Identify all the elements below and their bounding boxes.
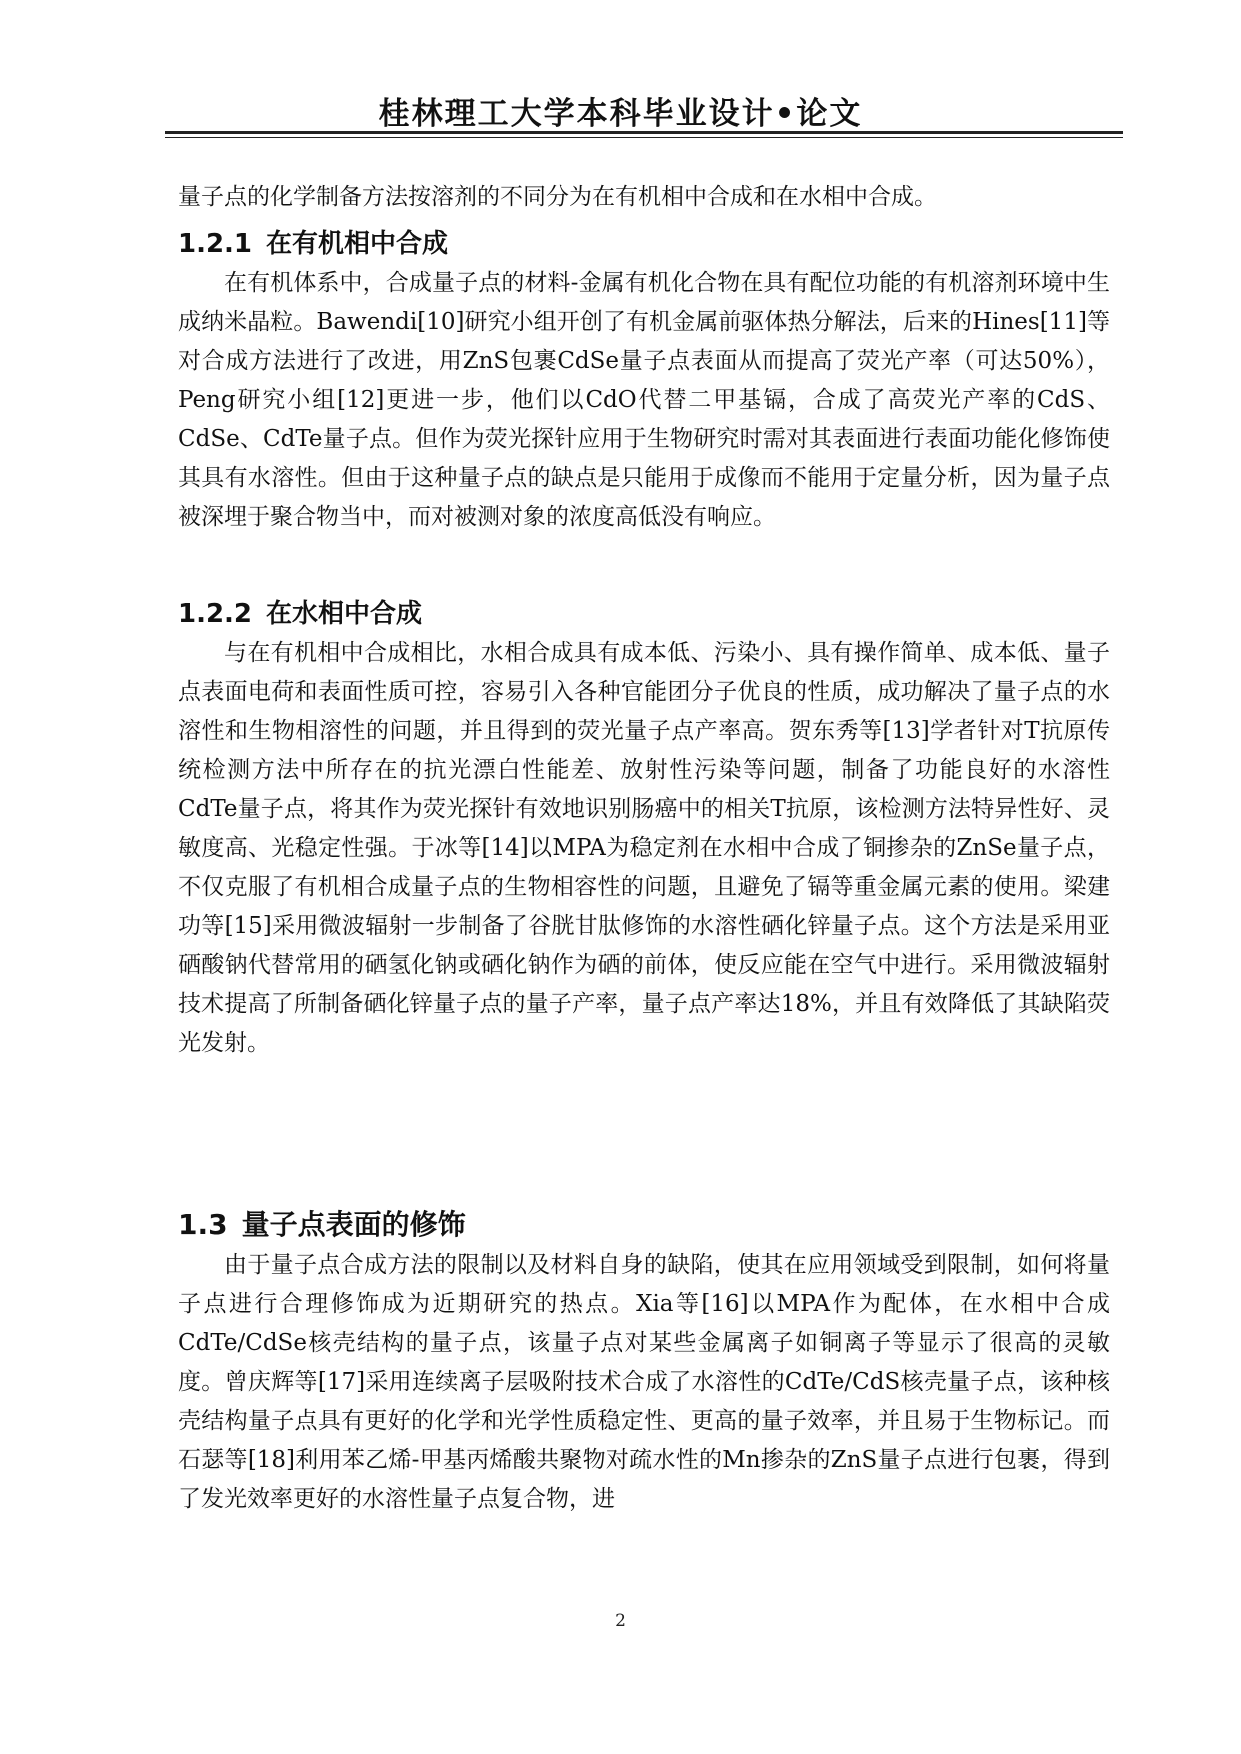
section-1-2-1-number: 1.2.1 [178, 229, 253, 259]
section-1-2-2 [178, 594, 1110, 1063]
header-rule-thick [165, 131, 1123, 134]
page-number: 2 [615, 1611, 626, 1631]
section-1-2-1-title: 在有机相中合成 [266, 229, 449, 259]
section-1-3-paragraph: 由于量子点合成方法的限制以及材料自身的缺陷，使其在应用领域受到限制，如何将量子点进行合理修饰成为近期研究的热点。Xia等[16]以MPA作为配体，在水相中合成CdTe/CdSe核壳结构的量子点，该量子点对某些金属离子如铜离子等显示了很高的灵敏度。曾庆辉等[17]采用连续离子层吸附技术合成了水溶性的CdTe/CdS核壳量子点，该种核壳结构量子点具有更好的化学和光学性质稳定性、更高的量子效率，并且易于生物标记。而石瑟等[18]利用苯乙烯-甲基丙烯酸共聚物对疏水性的Mn掺杂的ZnS量子点进行包裹，得到了发光效率更好的水溶性量子点复合物，进 [178, 1252, 1110, 1512]
section-1-2-1-paragraph: 在有机体系中，合成量子点的材料-金属有机化合物在具有配位功能的有机溶剂环境中生成纳米晶粒。Bawendi[10]研究小组开创了有机金属前驱体热分解法，后来的Hines[11]等对合成方法进行了改进，用ZnS包裹CdSe量子点表面从而提高了荧光产率（可达50%），Peng研究小组[12]更进一步，他们以CdO代替二甲基镉，合成了高荧光产率的CdS、CdSe、CdTe量子点。但作为荧光探针应用于生物研究时需对其表面进行表面功能化修饰使其具有水溶性。但由于这种量子点的缺点是只能用于成像而不能用于定量分析，因为量子点被深埋于聚合物当中，而对被测对象的浓度高低没有响应。 [178, 270, 1110, 530]
header-rule-thin [165, 137, 1123, 138]
section-1-3 [178, 1204, 1110, 1519]
intro-block [178, 178, 1110, 217]
section-1-2-1 [178, 224, 1110, 537]
section-1-3-heading [178, 1204, 1110, 1246]
section-1-2-1-heading [178, 224, 1110, 264]
intro-paragraph: 量子点的化学制备方法按溶剂的不同分为在有机相中合成和在水相中合成。 [178, 184, 937, 210]
section-1-2-2-number: 1.2.2 [178, 599, 253, 629]
section-1-2-2-paragraph: 与在有机相中合成相比，水相合成具有成本低、污染小、具有操作简单、成本低、量子点表面电荷和表面性质可控，容易引入各种官能团分子优良的性质，成功解决了量子点的水溶性和生物相溶性的问题，并且得到的荧光量子点产率高。贺东秀等[13]学者针对T抗原传统检测方法中所存在的抗光漂白性能差、放射性污染等问题，制备了功能良好的水溶性CdTe量子点，将其作为荧光探针有效地识别肠癌中的相关T抗原，该检测方法特异性好、灵敏度高、光稳定性强。于冰等[14]以MPA为稳定剂在水相中合成了铜掺杂的ZnSe量子点，不仅克服了有机相合成量子点的生物相容性的问题，且避免了镉等重金属元素的使用。梁建功等[15]采用微波辐射一步制备了谷胱甘肽修饰的水溶性硒化锌量子点。这个方法是采用亚硒酸钠代替常用的硒氢化钠或硒化钠作为硒的前体，使反应能在空气中进行。采用微波辐射技术提高了所制备硒化锌量子点的量子产率，量子点产率达18%，并且有效降低了其缺陷荧光发射。 [178, 640, 1110, 1056]
section-1-2-2-title: 在水相中合成 [266, 599, 423, 629]
section-1-3-number: 1.3 [178, 1208, 228, 1241]
page-header-title: 桂林理工大学本科毕业设计•论文 [378, 96, 863, 132]
section-1-2-2-heading [178, 594, 1110, 634]
section-1-3-title: 量子点表面的修饰 [241, 1208, 466, 1241]
